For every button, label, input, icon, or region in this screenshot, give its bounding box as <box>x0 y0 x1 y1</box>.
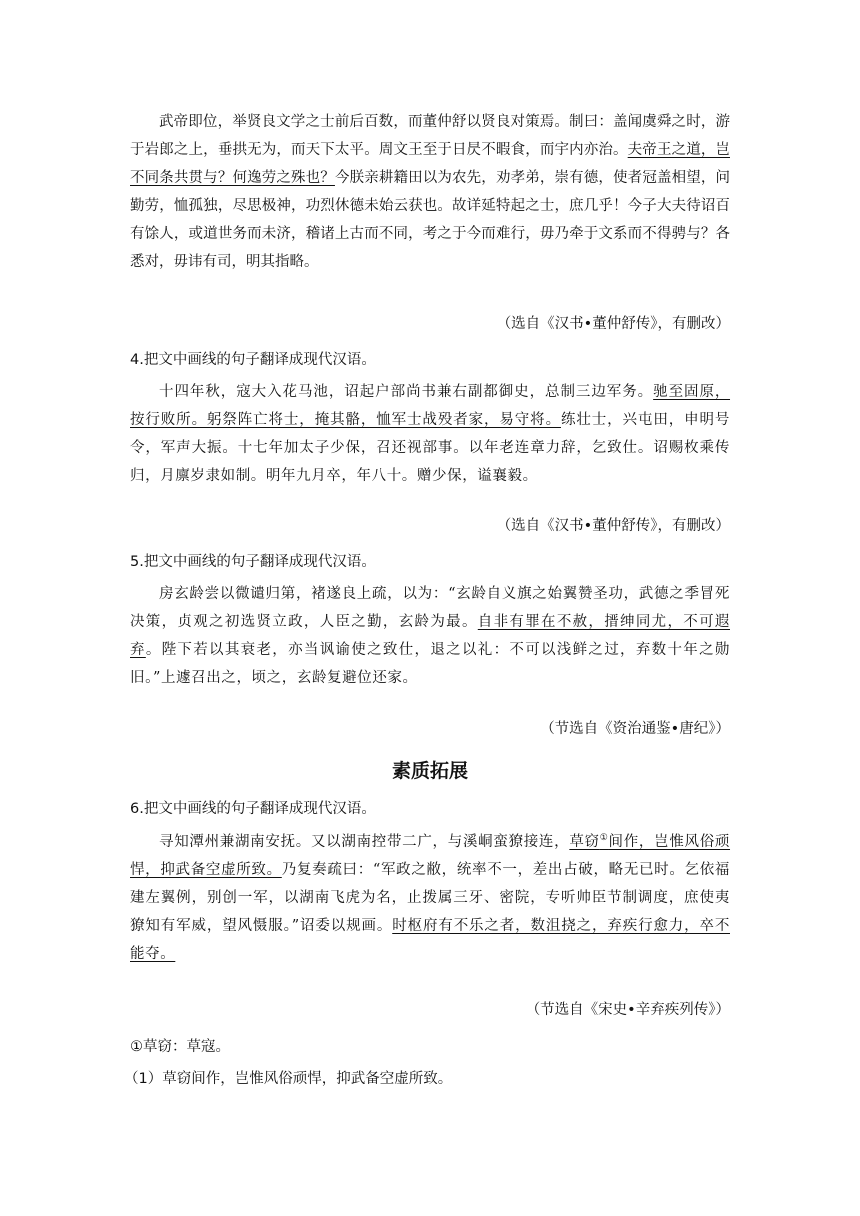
sub-question-1: （1）草窃间作，岂惟风俗顽悍，抑武备空虚所致。 <box>124 1071 453 1087</box>
source-citation: （节选自《资治通鉴•唐纪》） <box>540 721 730 737</box>
passage-text: 十四年秋，寇大入花马池，诏起户部尚书兼右副都御史，总制三边军务。 <box>159 384 654 400</box>
section-title: 素质拓展 <box>391 760 468 782</box>
passage-text: 寻知潭州兼湖南安抚。又以湖南控带二广，与溪峒蛮獠接连， <box>159 834 570 850</box>
question-4-prompt: 4.把文中画线的句子翻译成现代汉语。 <box>130 352 376 368</box>
underlined-text: 间作，岂惟风俗顽悍，抑武备空虚所致。 <box>130 834 731 878</box>
footnote: ①草窃：草寇。 <box>130 1039 230 1055</box>
passage-text: 武帝即位，举贤良文学之士前后百数，而董仲舒以贤良对策焉。制曰：盖闻虞舜之时，游于岩郎之上，垂拱无为，而天下太平。周文王至于日昃不暇食，而宇内亦治。 <box>130 114 730 158</box>
source-citation: （节选自《宋史•辛弃疾列传》） <box>525 1002 730 1018</box>
passage-text: 乃复奏疏曰：“军政之敝，统率不一，差出占破，略无已时。乞依福建左翼例，别创一军，以湖南飞虎为名，止拨属三牙、密院，专听帅臣节制调度，庶使夷獠知有军威，望风慑服。”诏委以规画。 <box>130 862 730 934</box>
passage-text: 房玄龄尝以微谴归第，褚遂良上疏，以为：“玄龄自义旗之始翼赞圣功，武德之季冒死决策，贞观之初选贤立政，人臣之勤，玄龄为最。 <box>130 586 730 630</box>
underlined-sentence: 夫帝王之道，岂不同条共贯与？何逸劳之殊也？ <box>130 142 730 186</box>
passage-text: 。陛下若以其衰老，亦当讽谕使之致仕，退之以礼：不可以浅鲜之过，弃数十年之勋旧。”上遽召出之，顷之，玄龄复避位还家。 <box>130 642 730 686</box>
source-citation: （选自《汉书•董仲舒传》，有删改） <box>496 518 730 534</box>
passage-question-6 <box>130 828 730 968</box>
underlined-sentence: 自非有罪在不赦，搢绅同尤，不可遐弃 <box>130 614 730 658</box>
source-citation: （选自《汉书•董仲舒传》，有删改） <box>496 316 730 332</box>
passage-text: 今朕亲耕籍田以为农先，劝孝弟，崇有德，使者冠盖相望，问勤劳，恤孤独，尽思极神，功烈休德未始云获也。故详延特起之士，庶几乎！今子大夫待诏百有馀人，或道世务而未济，稽诸上古而不同，考之于今而难行，毋乃牵于文系而不得骋与？各悉对，毋讳有司，明其指略。 <box>130 170 731 270</box>
passage-dongzhongshu <box>130 108 730 276</box>
passage-question-4 <box>130 378 730 490</box>
passage-text: 练壮士，兴屯田，申明号令，军声大振。十七年加太子少保，召还视部事。以年老连章力辞，乞致仕。诏赐枚乘传归，月廪岁隶如制。明年九月卒，年八十。赠少保，谥襄毅。 <box>130 412 730 484</box>
passage-question-5 <box>130 580 730 692</box>
underlined-sentence: 驰至固原，按行败所。躬祭阵亡将士，掩其骼，恤军士战殁者家，易守将。 <box>130 384 731 428</box>
underlined-text: 草窃 <box>569 834 600 850</box>
question-5-prompt: 5.把文中画线的句子翻译成现代汉语。 <box>130 554 376 570</box>
footnote-marker: ① <box>599 833 609 844</box>
question-6-prompt: 6.把文中画线的句子翻译成现代汉语。 <box>130 801 376 817</box>
underlined-sentence: 时枢府有不乐之者，数沮挠之，弃疾行愈力，卒不能夺。 <box>130 918 730 962</box>
